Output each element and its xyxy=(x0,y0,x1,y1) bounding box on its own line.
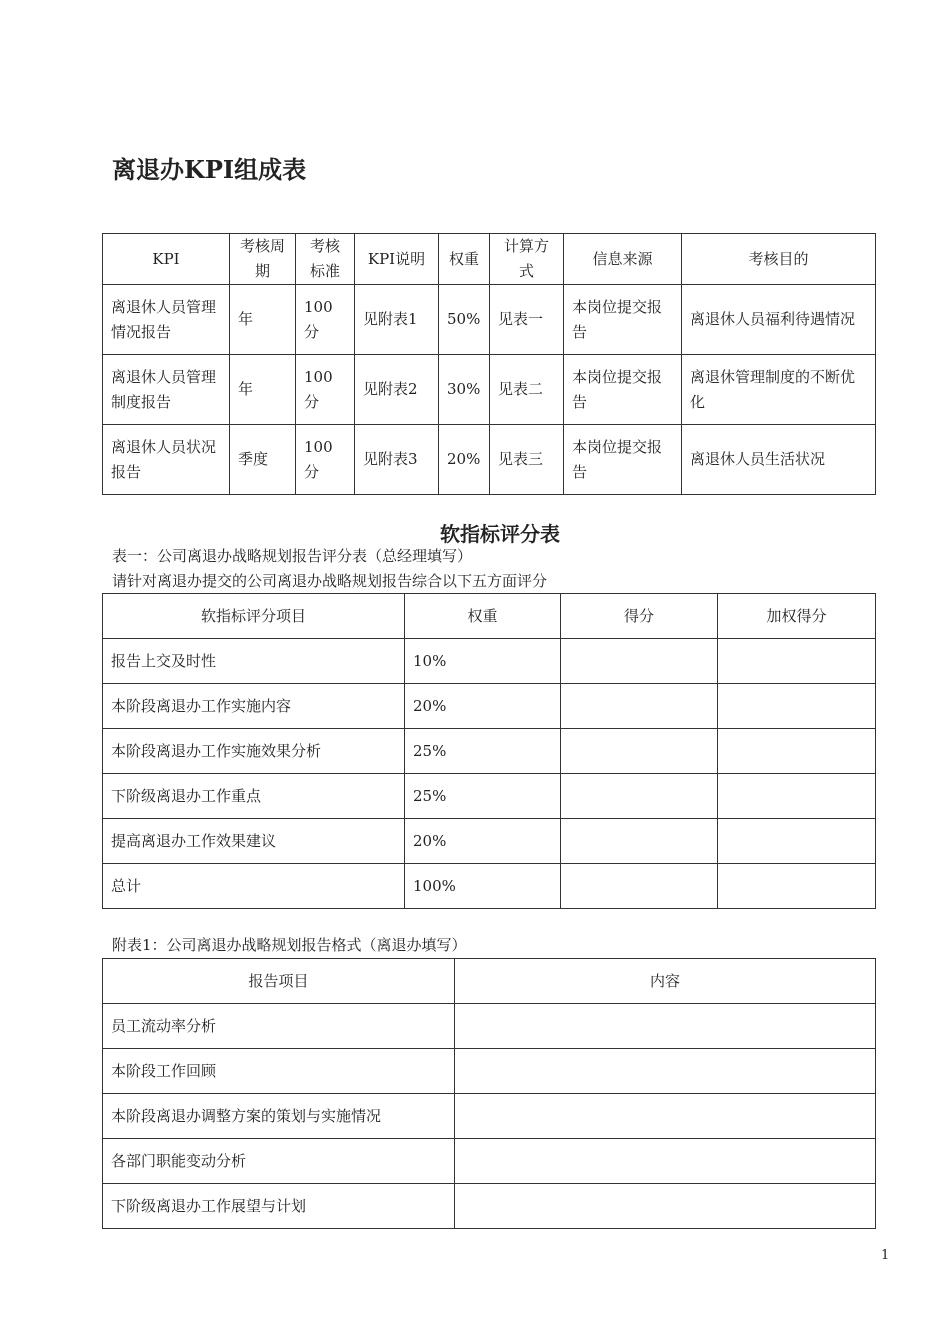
scoring-weight: 100% xyxy=(405,864,561,909)
report-content-cell[interactable] xyxy=(455,1184,876,1229)
kpi-description: 见附表1 xyxy=(355,285,439,355)
report-item: 各部门职能变动分析 xyxy=(103,1139,455,1184)
attachment-caption: 附表1：公司离退办战略规划报告格式（离退办填写） xyxy=(112,936,467,954)
kpi-standard: 100分 xyxy=(296,425,355,495)
page-number: 1 xyxy=(881,1248,890,1263)
score-cell[interactable] xyxy=(561,864,718,909)
kpi-weight: 20% xyxy=(439,425,490,495)
report-item: 员工流动率分析 xyxy=(103,1004,455,1049)
column-header: 权重 xyxy=(439,234,490,285)
scoring-instruction: 请针对离退办提交的公司离退办战略规划报告综合以下五方面评分 xyxy=(112,572,548,590)
table-row xyxy=(103,1049,876,1094)
scoring-weight: 20% xyxy=(405,684,561,729)
kpi-method: 见表三 xyxy=(490,425,564,495)
report-content-cell[interactable] xyxy=(455,1004,876,1049)
column-header: 考核周期 xyxy=(230,234,296,285)
kpi-name: 离退休人员管理情况报告 xyxy=(103,285,230,355)
weighted-score-cell[interactable] xyxy=(718,819,876,864)
report-item: 下阶级离退办工作展望与计划 xyxy=(103,1184,455,1229)
table-row xyxy=(103,729,876,774)
score-cell[interactable] xyxy=(561,819,718,864)
table-row xyxy=(103,1139,876,1184)
kpi-method: 见表一 xyxy=(490,285,564,355)
kpi-period: 年 xyxy=(230,355,296,425)
kpi-description: 见附表2 xyxy=(355,355,439,425)
kpi-purpose: 离退休管理制度的不断优化 xyxy=(682,355,876,425)
kpi-source: 本岗位提交报告 xyxy=(564,355,682,425)
scoring-item: 下阶级离退办工作重点 xyxy=(103,774,405,819)
scoring-item: 报告上交及时性 xyxy=(103,639,405,684)
column-header: KPI xyxy=(103,234,230,285)
column-header: 报告项目 xyxy=(103,959,455,1004)
column-header: 内容 xyxy=(455,959,876,1004)
column-header: 考核目的 xyxy=(682,234,876,285)
kpi-composition-table xyxy=(102,233,876,495)
table-row xyxy=(103,819,876,864)
kpi-period: 年 xyxy=(230,285,296,355)
kpi-method: 见表二 xyxy=(490,355,564,425)
kpi-name: 离退休人员状况报告 xyxy=(103,425,230,495)
table-row xyxy=(103,1184,876,1229)
scoring-weight: 25% xyxy=(405,729,561,774)
scoring-item: 提高离退办工作效果建议 xyxy=(103,819,405,864)
report-item: 本阶段工作回顾 xyxy=(103,1049,455,1094)
table-row xyxy=(103,639,876,684)
column-header: KPI说明 xyxy=(355,234,439,285)
table-row xyxy=(103,355,876,425)
soft-index-title: 软指标评分表 xyxy=(440,522,560,546)
table-row xyxy=(103,774,876,819)
weighted-score-cell[interactable] xyxy=(718,684,876,729)
kpi-name: 离退休人员管理制度报告 xyxy=(103,355,230,425)
table-caption: 表一：公司离退办战略规划报告评分表（总经理填写） xyxy=(112,547,473,565)
table-header-row xyxy=(103,959,876,1004)
weighted-score-cell[interactable] xyxy=(718,729,876,774)
report-content-cell[interactable] xyxy=(455,1139,876,1184)
report-format-table xyxy=(102,958,876,1229)
kpi-standard: 100分 xyxy=(296,355,355,425)
score-cell[interactable] xyxy=(561,639,718,684)
report-item: 本阶段离退办调整方案的策划与实施情况 xyxy=(103,1094,455,1139)
table-header-row xyxy=(103,234,876,285)
table-row xyxy=(103,864,876,909)
scoring-weight: 20% xyxy=(405,819,561,864)
column-header: 加权得分 xyxy=(718,594,876,639)
kpi-purpose: 离退休人员生活状况 xyxy=(682,425,876,495)
table-row xyxy=(103,684,876,729)
kpi-source: 本岗位提交报告 xyxy=(564,285,682,355)
kpi-description: 见附表3 xyxy=(355,425,439,495)
column-header: 信息来源 xyxy=(564,234,682,285)
table-row xyxy=(103,1094,876,1139)
scoring-item: 总计 xyxy=(103,864,405,909)
column-header: 考核标准 xyxy=(296,234,355,285)
score-cell[interactable] xyxy=(561,774,718,819)
page-title: 离退办KPI组成表 xyxy=(112,155,307,184)
column-header: 计算方式 xyxy=(490,234,564,285)
column-header: 软指标评分项目 xyxy=(103,594,405,639)
scoring-weight: 25% xyxy=(405,774,561,819)
kpi-purpose: 离退休人员福利待遇情况 xyxy=(682,285,876,355)
weighted-score-cell[interactable] xyxy=(718,774,876,819)
soft-index-scoring-table xyxy=(102,593,876,909)
kpi-source: 本岗位提交报告 xyxy=(564,425,682,495)
score-cell[interactable] xyxy=(561,729,718,774)
table-row xyxy=(103,425,876,495)
scoring-weight: 10% xyxy=(405,639,561,684)
scoring-item: 本阶段离退办工作实施内容 xyxy=(103,684,405,729)
column-header: 得分 xyxy=(561,594,718,639)
kpi-weight: 30% xyxy=(439,355,490,425)
table-row xyxy=(103,285,876,355)
weighted-score-cell[interactable] xyxy=(718,864,876,909)
scoring-item: 本阶段离退办工作实施效果分析 xyxy=(103,729,405,774)
report-content-cell[interactable] xyxy=(455,1094,876,1139)
kpi-standard: 100分 xyxy=(296,285,355,355)
score-cell[interactable] xyxy=(561,684,718,729)
report-content-cell[interactable] xyxy=(455,1049,876,1094)
weighted-score-cell[interactable] xyxy=(718,639,876,684)
column-header: 权重 xyxy=(405,594,561,639)
kpi-weight: 50% xyxy=(439,285,490,355)
kpi-period: 季度 xyxy=(230,425,296,495)
table-row xyxy=(103,1004,876,1049)
table-header-row xyxy=(103,594,876,639)
